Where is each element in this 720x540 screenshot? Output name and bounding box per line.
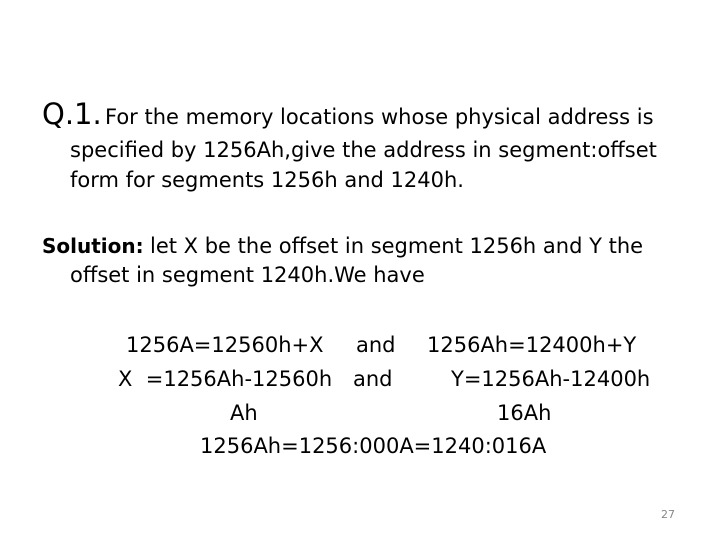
equation-row3-left: Ah — [230, 401, 258, 425]
question-line-2: specified by 1256Ah,give the address in segment:offset — [70, 138, 657, 162]
solution-line-2: offset in segment 1240h.We have — [70, 263, 425, 287]
question-line-3: form for segments 1256h and 1240h. — [70, 168, 464, 192]
equation-row1-right: 1256Ah=12400h+Y — [427, 333, 637, 357]
solution-line-1: let X be the offset in segment 1256h and Y the — [150, 234, 644, 258]
question-line-1: For the memory locations whose physical address is — [105, 105, 654, 129]
equation-row2-and: and — [353, 367, 393, 391]
equation-result: 1256Ah=1256:000A=1240:016A — [200, 434, 547, 458]
equation-row3-right: 16Ah — [497, 401, 552, 425]
equation-row1-left: 1256A=12560h+X — [126, 333, 324, 357]
page-number: 27 — [661, 508, 675, 521]
solution-label: Solution: — [42, 234, 144, 258]
equation-row2-left: X =1256Ah-12560h — [118, 367, 333, 391]
equation-row2-right: Y=1256Ah-12400h — [451, 367, 651, 391]
equation-row1-and: and — [356, 333, 396, 357]
question-label: Q.1. — [42, 97, 102, 131]
